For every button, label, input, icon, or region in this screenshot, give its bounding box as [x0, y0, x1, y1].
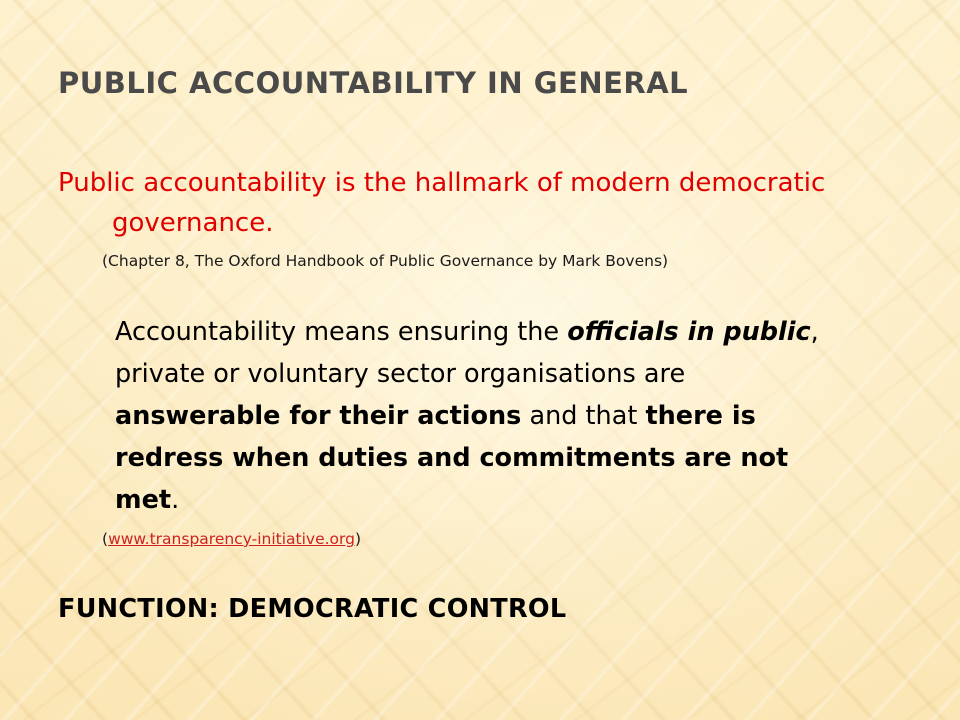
slide-title: PUBLIC ACCOUNTABILITY IN GENERAL [58, 66, 689, 100]
intro-statement: Public accountability is the hallmark of modern democratic governance. [58, 168, 826, 238]
definition-text-1: Accountability means ensuring the [115, 317, 568, 347]
definition-text-3: and that [521, 401, 646, 431]
citation-close-paren: ) [354, 530, 362, 548]
definition-emphasis-redress: there is redress when duties and commitments are not met [115, 401, 789, 515]
intro-citation: (Chapter 8, The Oxford Handbook of Public Governance by Mark Bovens) [102, 252, 669, 270]
definition-citation [102, 530, 361, 548]
definition-text-2: , private or voluntary sector organisations are [115, 317, 819, 389]
transparency-initiative-link[interactable]: www.transparency-initiative.org [108, 530, 355, 548]
citation-open-paren: ( [102, 530, 109, 548]
function-heading: FUNCTION: DEMOCRATIC CONTROL [58, 594, 567, 624]
definition-emphasis-officials: officials in public [567, 317, 811, 347]
accountability-definition [115, 311, 830, 521]
definition-emphasis-answerable: answerable for their actions [115, 401, 522, 431]
definition-text-4: . [171, 485, 180, 515]
